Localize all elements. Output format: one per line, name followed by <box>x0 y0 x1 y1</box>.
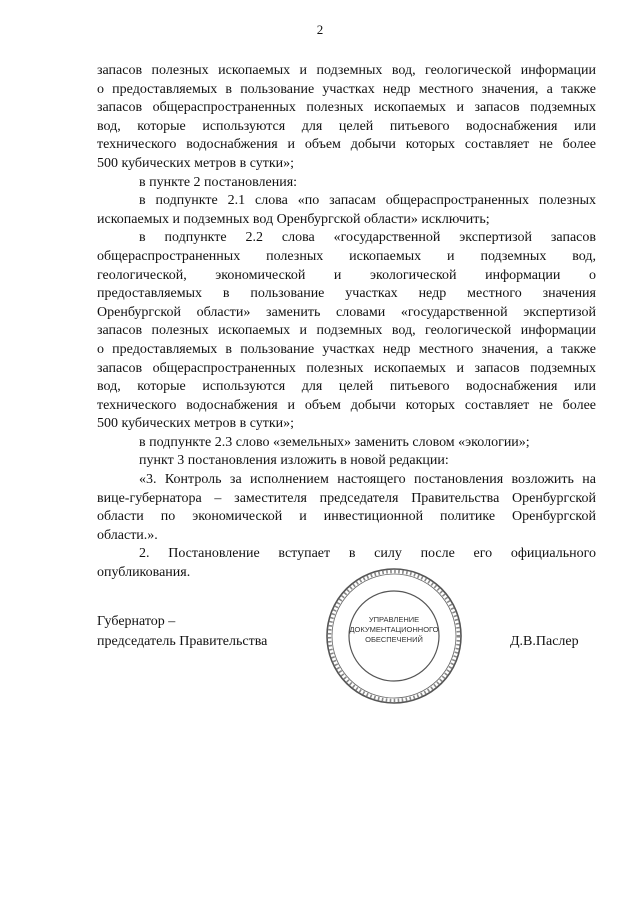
document-body <box>97 62 596 583</box>
text-line: 500 кубических метров в сутки»; <box>97 416 295 432</box>
text-line: геологической, экономической и экологической информации о <box>97 267 596 283</box>
paragraph-new-wording <box>97 471 596 545</box>
text-line: Оренбургской области» заменить словами «государственной экспертизой <box>97 304 596 320</box>
text-line: в пункте 2 постановления: <box>139 174 298 190</box>
signatory-title <box>97 612 267 652</box>
text-line: общераспространенных полезных ископаемых и подземных вод, <box>97 248 596 264</box>
paragraph-subpoint-2-1 <box>97 192 596 229</box>
text-line: технического водоснабжения и объем добычи которых составляет не более <box>97 397 596 413</box>
text-line: в подпункте 2.3 слово «земельных» заменить словом «экологии»; <box>139 434 530 450</box>
signatory-name: Д.В.Паслер <box>510 634 579 649</box>
seal-text-line: УПРАВЛЕНИЕ <box>368 615 420 624</box>
signatory-title-line: председатель Правительства <box>97 634 268 649</box>
text-line: предоставляемых в пользование участках недр местного значения <box>97 286 596 302</box>
text-line: «3. Контроль за исполнением настоящего постановления возложить на <box>139 472 596 488</box>
text-line: запасов общераспространенных полезных ископаемых и запасов подземных <box>97 360 596 376</box>
official-seal <box>323 565 465 707</box>
paragraph-subpoint-2-2 <box>97 229 596 434</box>
text-line: 500 кубических метров в сутки»; <box>97 155 295 171</box>
paragraph-subpoint-2-3 <box>97 434 596 453</box>
text-line: о предоставляемых в пользование участках недр местного значения, а также <box>97 341 596 357</box>
text-line: пункт 3 постановления изложить в новой редакции: <box>139 453 449 469</box>
seal-text-line: ОБЕСПЕЧЕНИЙ <box>365 635 423 644</box>
text-line: в подпункте 2.2 слова «государственной экспертизой запасов <box>139 230 596 246</box>
text-line: ископаемых и подземных вод Оренбургской области» исключить; <box>97 211 490 227</box>
text-line: опубликования. <box>97 565 191 581</box>
text-line: области по экономической и инвестиционной политике Оренбургской <box>97 509 596 525</box>
paragraph-continuation <box>97 62 596 174</box>
text-line: 2. Постановление вступает в силу после его официального <box>139 546 596 562</box>
text-line: запасов полезных ископаемых и подземных вод, геологической информации <box>97 63 596 78</box>
seal-center-text <box>338 615 450 645</box>
seal-text-line: ДОКУМЕНТАЦИОННОГО <box>349 625 439 634</box>
text-line: о предоставляемых в пользование участках недр местного значения, а также <box>97 81 596 97</box>
paragraph-point-2 <box>97 174 596 193</box>
text-line: запасов общераспространенных полезных ископаемых и запасов подземных <box>97 100 596 116</box>
paragraph-point-3 <box>97 452 596 471</box>
text-line: вице-губернатора – заместителя председателя Правительства Оренбургской <box>97 490 596 506</box>
text-line: вод, которые используются для целей питьевого водоснабжения или <box>97 379 596 395</box>
text-line: области.». <box>97 527 158 543</box>
text-line: в подпункте 2.1 слова «по запасам общераспространенных полезных <box>139 193 596 209</box>
signatory-title-line: Губернатор – <box>97 614 176 629</box>
text-line: вод, которые используются для целей питьевого водоснабжения или <box>97 118 596 134</box>
text-line: запасов полезных ископаемых и подземных вод, геологической информации <box>97 323 596 339</box>
page-number: 2 <box>316 22 324 37</box>
text-line: технического водоснабжения и объем добычи которых составляет не более <box>97 137 596 153</box>
